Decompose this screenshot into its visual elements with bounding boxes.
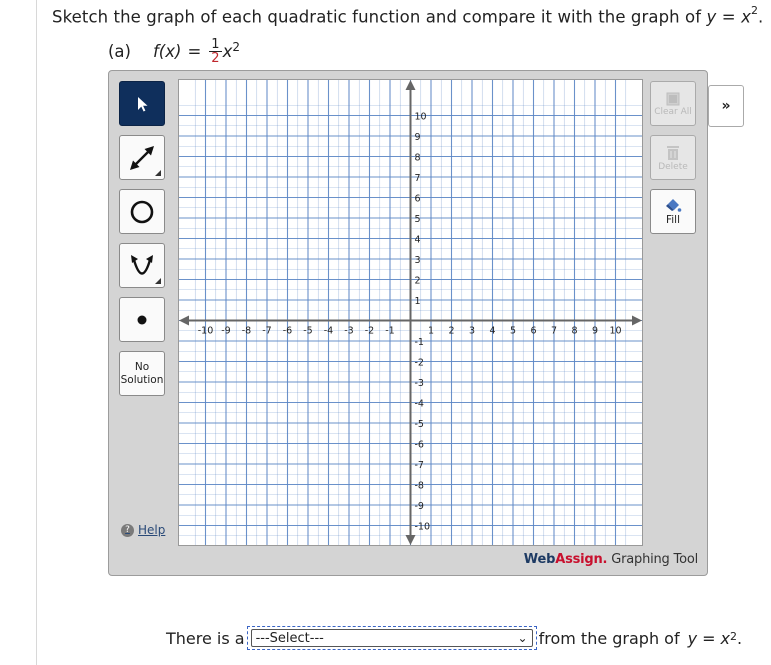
- y-tick-label: -6: [414, 439, 424, 451]
- y-tick-label: 10: [414, 111, 427, 123]
- pointer-tool-button[interactable]: [119, 81, 165, 126]
- y-tick-label: 4: [414, 234, 421, 246]
- graphing-tool: [108, 70, 708, 576]
- comparison-select[interactable]: ---Select--- ⌄: [251, 629, 533, 647]
- circle-icon: [128, 198, 156, 226]
- y-tick-label: 6: [414, 193, 421, 205]
- select-focus-outline: [247, 626, 537, 650]
- line-tool-button[interactable]: [119, 135, 165, 180]
- y-tick-label: -8: [414, 480, 424, 492]
- x-tick-label: -7: [262, 325, 272, 337]
- circle-tool-button[interactable]: [119, 189, 165, 234]
- y-tick-label: -1: [414, 337, 424, 348]
- x-tick-label: 7: [550, 325, 558, 337]
- graph-canvas[interactable]: [178, 79, 643, 546]
- x-tick-label: -5: [303, 325, 313, 337]
- x-axis-right-arrow-icon: [632, 316, 642, 326]
- x-tick-label: 10: [609, 325, 622, 337]
- point-dot-icon: [135, 313, 149, 327]
- part-label: (a): [108, 42, 131, 61]
- clear-all-icon: [665, 91, 681, 107]
- chevron-down-icon: ⌄: [517, 631, 528, 645]
- x-tick-label: 4: [489, 325, 496, 337]
- y-tick-label: -3: [414, 378, 424, 389]
- y-tick-label: 9: [414, 132, 421, 143]
- question-circle-icon: ?: [121, 524, 134, 537]
- x-tick-label: -2: [364, 325, 375, 337]
- parabola-tool-button[interactable]: [119, 243, 165, 288]
- help-link[interactable]: ? Help: [121, 523, 165, 537]
- y-tick-label: 3: [414, 255, 421, 266]
- x-tick-label: 6: [530, 325, 537, 337]
- left-margin-rule: [36, 0, 37, 665]
- y-tick-label: 2: [414, 275, 421, 287]
- x-tick-label: 5: [509, 325, 517, 337]
- x-tick-label: -8: [241, 325, 252, 337]
- y-tick-label: -7: [414, 460, 424, 471]
- y-axis-down-arrow-icon: [406, 535, 416, 545]
- y-tick-label: 1: [414, 296, 421, 307]
- paint-bucket-icon: [664, 198, 682, 214]
- parabola-icon: [127, 251, 157, 281]
- x-tick-label: 8: [571, 325, 578, 337]
- x-tick-label: 1: [427, 325, 435, 337]
- submenu-corner-icon: [155, 170, 161, 176]
- comparison-sentence: There is a ---Select--- ⌄ from the graph of y = x $^2$ .: [166, 626, 742, 650]
- x-tick-label: -6: [282, 325, 293, 337]
- trash-icon: [665, 144, 681, 162]
- pointer-arrow-icon: [133, 95, 151, 113]
- x-tick-label: 3: [468, 325, 476, 337]
- x-tick-label: -9: [221, 325, 231, 337]
- expand-button[interactable]: [708, 85, 744, 127]
- clear-all-button[interactable]: Clear All: [650, 81, 696, 126]
- webassign-brand: WebAssign. Graphing Tool: [523, 552, 698, 567]
- y-tick-label: -9: [414, 501, 424, 512]
- double-chevron-right-icon: »: [721, 98, 731, 114]
- y-tick-label: -4: [414, 398, 424, 410]
- x-tick-label: -3: [344, 325, 354, 337]
- y-tick-label: 7: [414, 173, 421, 184]
- y-tick-label: -10: [414, 521, 431, 533]
- fill-button[interactable]: Fill: [650, 189, 696, 234]
- x-tick-label: 2: [448, 325, 455, 337]
- double-arrow-line-icon: [127, 143, 157, 173]
- function-name: f(x): [153, 42, 182, 61]
- point-tool-button[interactable]: [119, 297, 165, 342]
- x-tick-label: 9: [591, 325, 599, 337]
- x-tick-label: -10: [197, 325, 214, 337]
- y-tick-label: 5: [414, 214, 421, 225]
- y-tick-label: -5: [414, 419, 424, 430]
- part-a-function: (a) f(x) = $\frac{1}{2}$ x $^2$: [108, 37, 240, 66]
- coordinate-plane[interactable]: [179, 80, 642, 545]
- x-axis-left-arrow-icon: [179, 316, 189, 326]
- delete-button[interactable]: Delete: [650, 135, 696, 180]
- coefficient-fraction: $\frac{1}{2}$: [211, 37, 220, 66]
- x-tick-label: -4: [323, 325, 334, 337]
- question-text: Sketch the graph of each quadratic function and compare it with the graph of $y = x^2$.: [52, 4, 764, 27]
- x-tick-label: -1: [385, 325, 395, 337]
- submenu-corner-icon: [155, 278, 161, 284]
- y-tick-label: -2: [414, 357, 424, 369]
- y-tick-label: 8: [414, 152, 421, 164]
- y-axis-up-arrow-icon: [406, 80, 416, 90]
- no-solution-button[interactable]: No Solution: [119, 351, 165, 396]
